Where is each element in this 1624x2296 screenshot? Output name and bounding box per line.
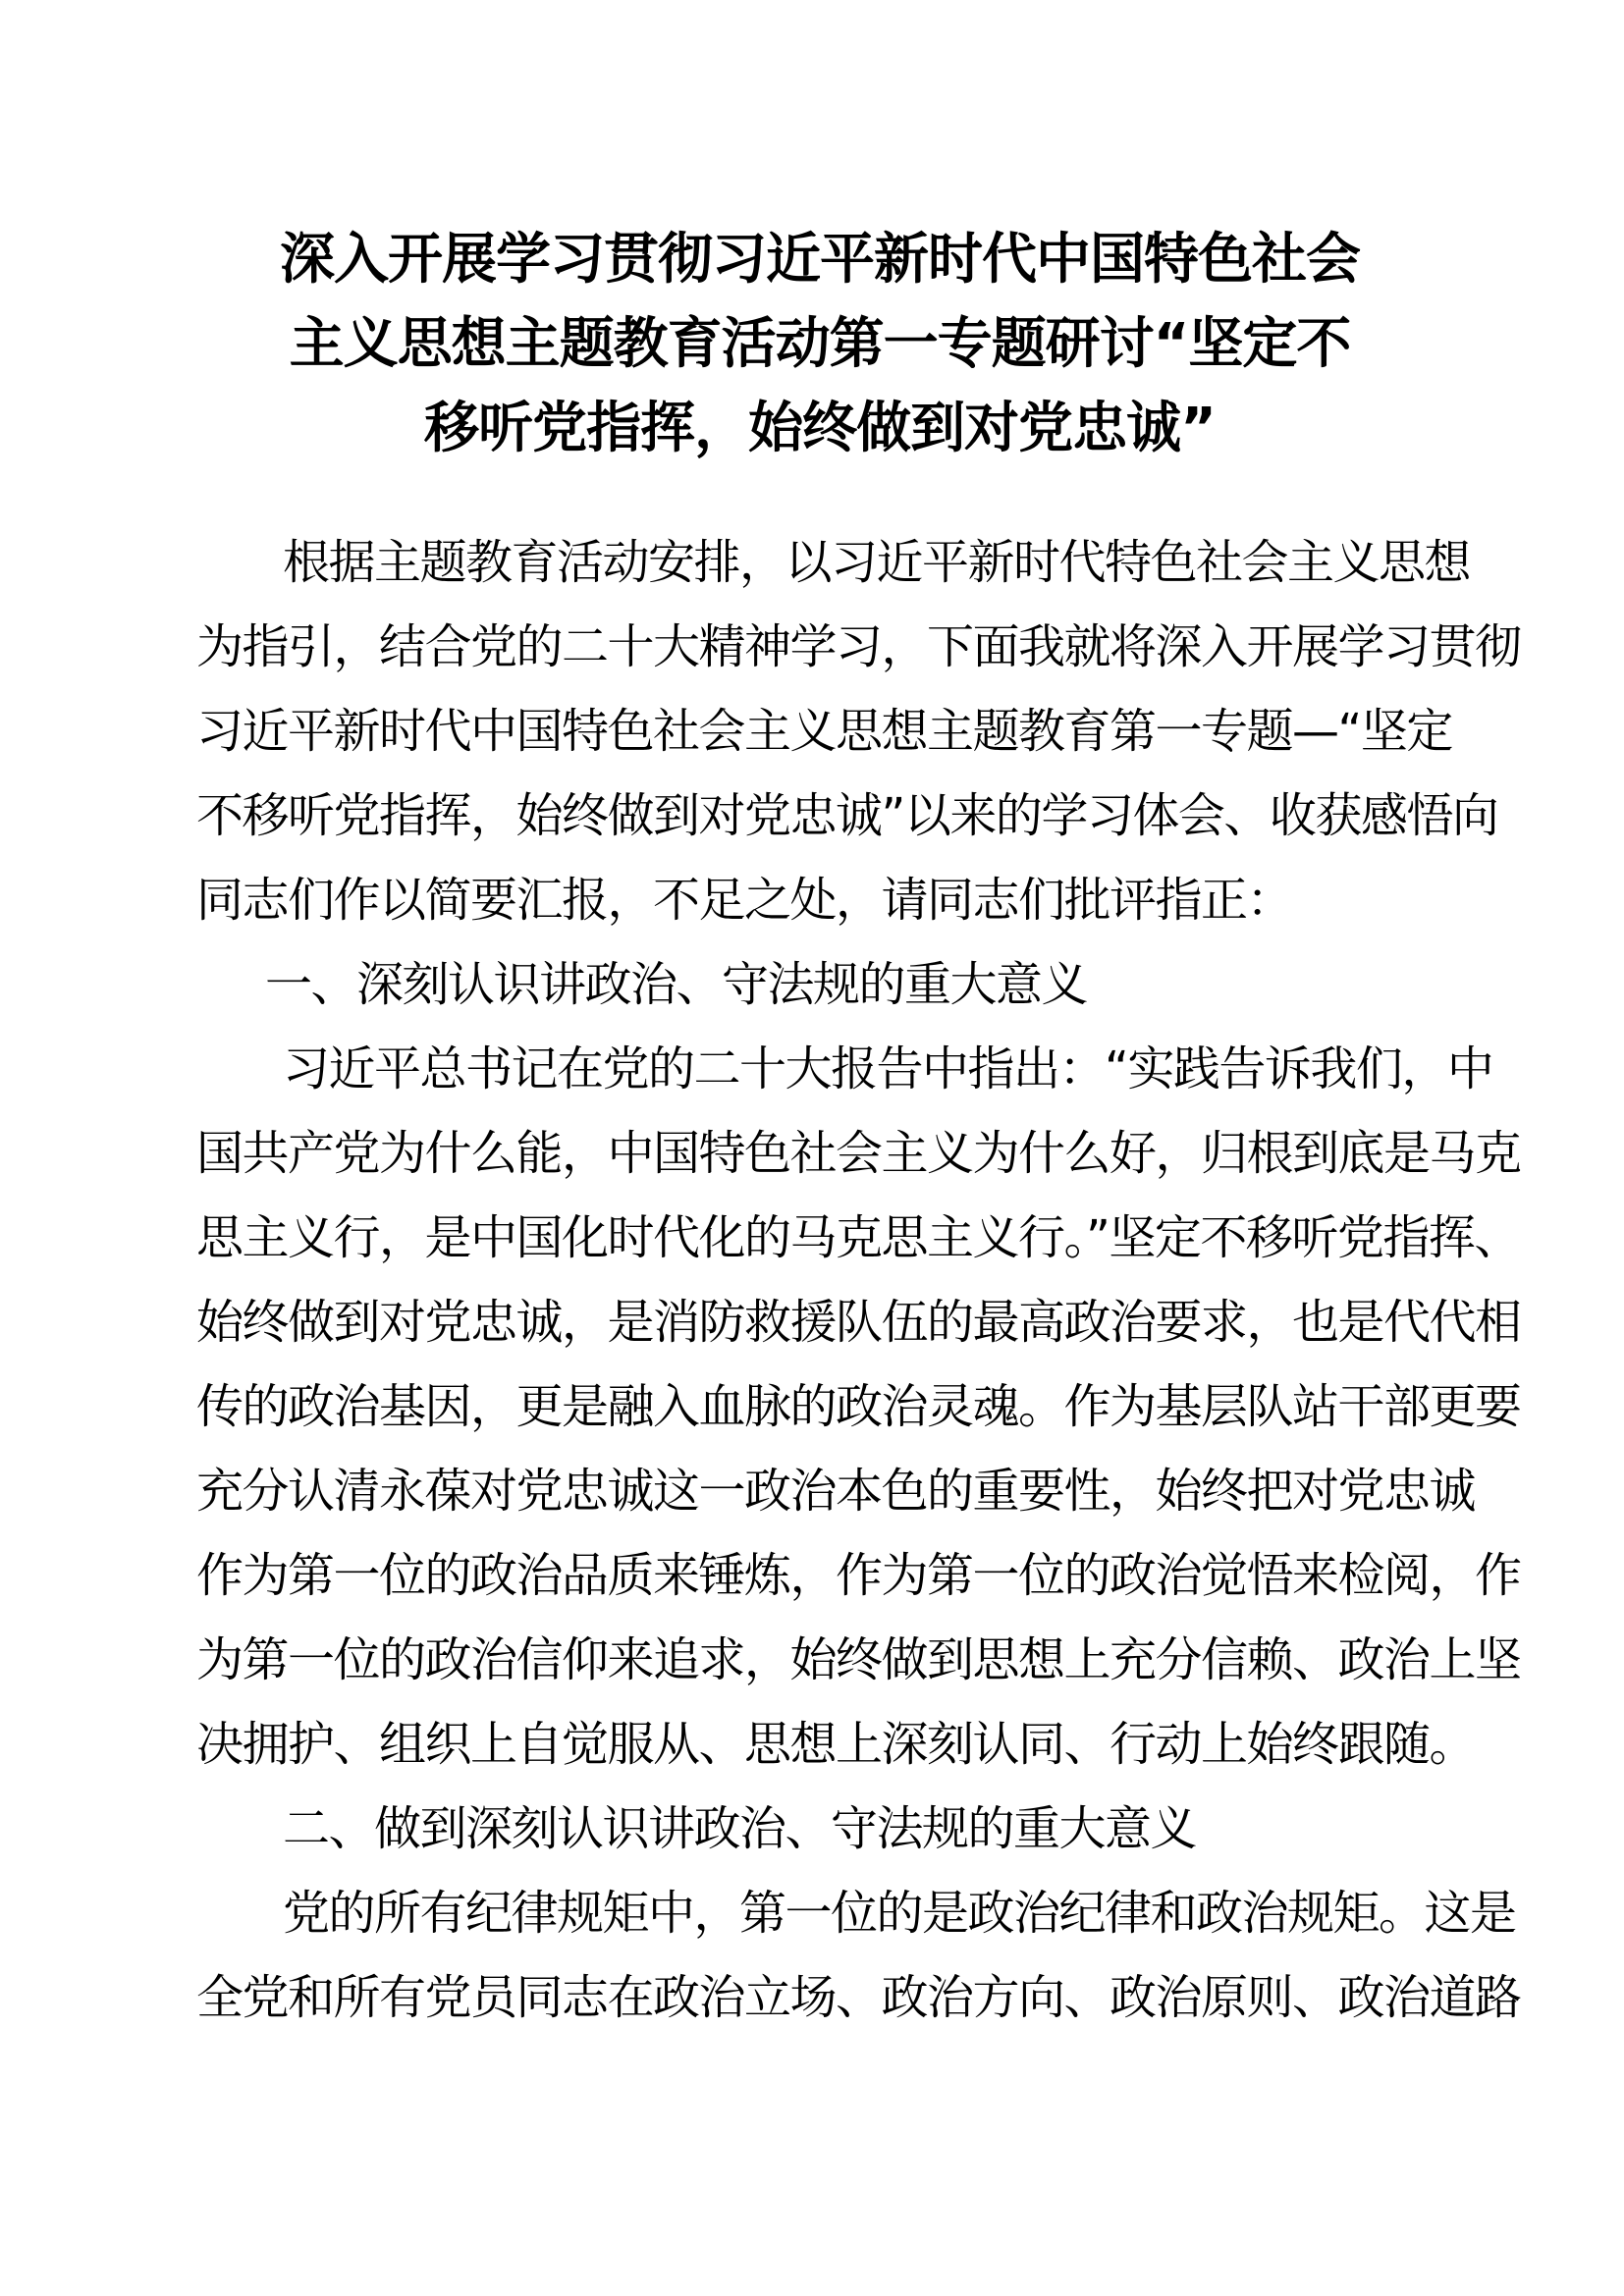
paragraph-line: 为第一位的政治信仰来追求，始终做到思想上充分信赖、政治上坚: [196, 1632, 1521, 1687]
paragraph-line: 习近平总书记在党的二十大报告中指出：“实践告诉我们，中: [283, 1041, 1493, 1096]
paragraph-line: 全党和所有党员同志在政治立场、政治方向、政治原则、政治道路: [196, 1970, 1521, 2025]
paragraph-line: 习近平新时代中国特色社会主义思想主题教育第一专题—“坚定: [196, 704, 1452, 759]
paragraph-line: 不移听党指挥，始终做到对党忠诚”以来的学习体会、收获感悟向: [196, 788, 1498, 843]
document-title: [187, 218, 1453, 471]
section-heading-2: 二、做到深刻认识讲政治、守法规的重大意义: [283, 1801, 1197, 1856]
paragraph-line: 党的所有纪律规矩中，第一位的是政治纪律和政治规矩。这是: [283, 1886, 1516, 1941]
document-body: [196, 520, 1521, 2040]
paragraph-line: 根据主题教育活动安排，以习近平新时代特色社会主义思想: [283, 535, 1471, 590]
paragraph-line: 决拥护、组织上自觉服从、思想上深刻认同、行动上始终跟随。: [196, 1717, 1476, 1772]
intro-paragraph: [196, 520, 1521, 942]
paragraph-line: 作为第一位的政治品质来锤炼，作为第一位的政治觉悟来检阅，作: [196, 1548, 1521, 1603]
paragraph-line: 充分认清永葆对党忠诚这一政治本色的重要性，始终把对党忠诚: [196, 1464, 1476, 1519]
paragraph-line: 思主义行，是中国化时代化的马克思主义行。”坚定不移听党指挥、: [196, 1210, 1520, 1265]
title-line: 移听党指挥，始终做到对党忠诚”: [424, 397, 1216, 460]
section-heading-1: 一、深刻认识讲政治、守法规的重大意义: [265, 957, 1088, 1012]
paragraph-line: 同志们作以简要汇报，不足之处，请同志们批评指正：: [196, 873, 1293, 928]
title-line: 主义思想主题教育活动第一专题研讨“坚定不: [289, 312, 1351, 376]
paragraph-line: 为指引，结合党的二十大精神学习，下面我就将深入开展学习贯彻: [196, 619, 1521, 674]
section1-paragraph: [196, 1027, 1521, 1787]
paragraph-line: 国共产党为什么能，中国特色社会主义为什么好，归根到底是马克: [196, 1126, 1521, 1181]
paragraph-line: 始终做到对党忠诚，是消防救援队伍的最高政治要求，也是代代相: [196, 1295, 1521, 1350]
paragraph-line: 传的政治基因，更是融入血脉的政治灵魂。作为基层队站干部更要: [196, 1379, 1521, 1434]
title-line: 深入开展学习贯彻习近平新时代中国特色社会: [280, 228, 1360, 292]
section2-paragraph: [196, 1871, 1521, 2040]
